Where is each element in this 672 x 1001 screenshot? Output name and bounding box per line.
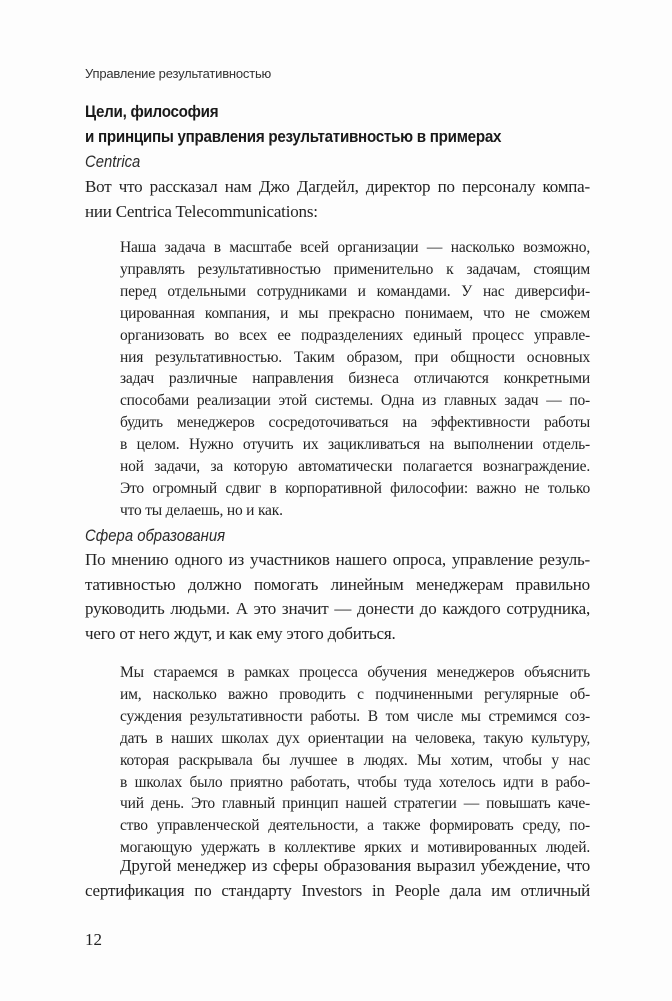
text-line: управлять результативностью применительно к задачам, стоящим	[120, 260, 590, 278]
text-line: задач различные направления бизнеса отличаются конкретными	[120, 370, 590, 388]
text-line: ния результативностью. Таким образом, при общности основных	[120, 348, 590, 366]
text-line: сертификация по стандарту Investors in People дала им отличный	[85, 881, 590, 900]
text-line: которая раскрывала бы лучшее в людях. Мы хотим, чтобы у нас	[120, 751, 590, 769]
text-line: По мнению одного из участников нашего опроса, управление резуль-	[85, 550, 590, 569]
text-line: в целом. Нужно отучить их зацикливаться на выполнении отдель-	[120, 436, 590, 454]
text-line: чего от него ждут, и как ему этого добиться.	[85, 623, 396, 643]
text-line: способами реализации этой системы. Одна из главных задач — по-	[120, 392, 590, 410]
text-line: нии Centrica Telecommunications:	[85, 202, 318, 221]
page-number: 12	[85, 930, 102, 949]
text-line: Вот что рассказал нам Джо Дагдейл, директор по персоналу компа-	[85, 177, 590, 196]
text-line: ной задачи, за которую автоматически полагается вознаграждение.	[120, 458, 590, 475]
text-line: Наша задача в масштабе всей организации — насколько возможно,	[120, 239, 590, 256]
text-line: Мы стараемся в рамках процесса обучения менеджеров объяснить	[120, 664, 590, 681]
text-line: организовать во всех ее подразделениях единый процесс управле-	[120, 326, 590, 344]
text-line: могающую удержать в коллективе ярких и мотивированных людей.	[120, 839, 590, 857]
text-line: тативностью должно помогать линейным менеджерам правильно	[85, 574, 590, 594]
text-line: ство управленческой деятельности, а также формировать среду, по-	[120, 817, 590, 835]
text-line: будить менеджеров сосредоточиваться на эффективности работы	[120, 414, 590, 432]
text-line: что ты делаешь, но и как.	[120, 501, 283, 519]
subsection-title-education: Сфера образования	[85, 527, 226, 545]
text-line: цированная компания, и мы прекрасно понимаем, что не сможем	[120, 304, 590, 322]
text-line: перед отдельными сотрудниками и командами. У нас диверсифи-	[120, 282, 590, 300]
text-line: им, насколько важно проводить с подчиненными регулярные об-	[120, 685, 590, 703]
section-heading-line-2: и принципы управления результативностью в примерах	[85, 128, 502, 146]
running-header: Управление результативностью	[85, 66, 272, 81]
text-line: Другой менеджер из сферы образования выразил убеждение, что	[120, 856, 590, 875]
text-line: чий день. Это главный принцип нашей стратегии — повышать каче-	[120, 795, 590, 813]
text-line: в школах было приятно работать, чтобы туда хотелось идти в рабо-	[120, 773, 590, 791]
text-line: суждения результативности работы. В том числе мы стремимся соз-	[120, 707, 590, 725]
text-line: дать в наших школах дух ориентации на человека, такую культуру,	[120, 729, 590, 747]
text-line: руководить людьми. А это значит — донести до каждого сотрудника,	[85, 599, 590, 619]
text-line: Это огромный сдвиг в корпоративной философии: важно не только	[120, 479, 590, 497]
section-heading-line-1: Цели, философия	[85, 103, 219, 121]
subsection-title-centrica: Centrica	[85, 153, 141, 171]
